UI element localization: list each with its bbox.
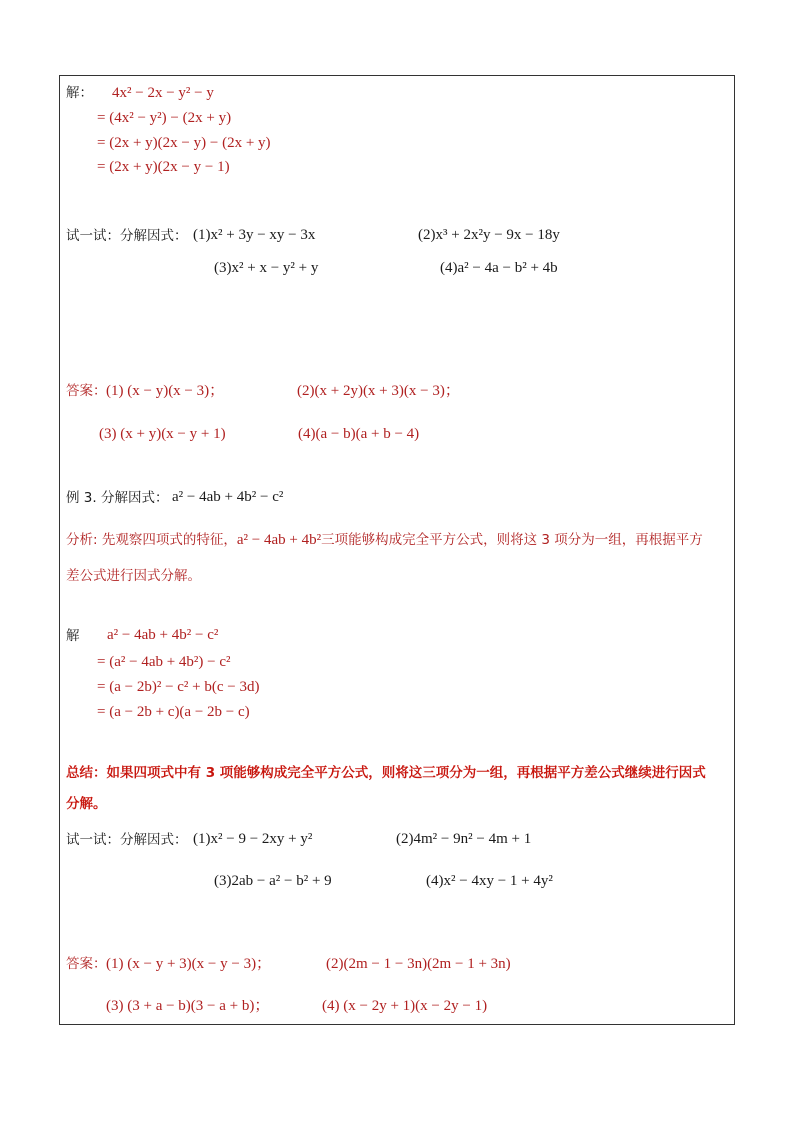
example-label: 例 3. 分解因式：	[66, 490, 169, 506]
problem-1: (1)x² + 3y − xy − 3x	[193, 227, 316, 243]
problem-4: (4)a² − 4a − b² + 4b	[440, 260, 558, 276]
solution-line: = (2x + y)(2x − y) − (2x + y)	[97, 135, 271, 151]
answer-2: (2)(2m − 1 − 3n)(2m − 1 + 3n)	[326, 956, 511, 972]
answer-2: (2)(x + 2y)(x + 3)(x − 3)；	[297, 383, 460, 399]
solution-line: 4x² − 2x − y² − y	[112, 85, 214, 101]
analysis-line-2: 差公式进行因式分解。	[66, 568, 201, 584]
answer-3: (3) (x + y)(x − y + 1)	[99, 426, 226, 442]
solution-label: 解	[66, 628, 80, 644]
solution-line: = (a − 2b + c)(a − 2b − c)	[97, 704, 250, 720]
analysis-expression: a² − 4ab + 4b²	[236, 532, 322, 548]
problem-4: (4)x² − 4xy − 1 + 4y²	[426, 873, 553, 889]
answer-4: (4)(a − b)(a + b − 4)	[298, 426, 420, 442]
solution-line: = (2x + y)(2x − y − 1)	[97, 159, 230, 175]
solution-line: = (a² − 4ab + 4b²) − c²	[97, 654, 231, 670]
analysis-text: 分析: 先观察四项式的特征，	[66, 532, 237, 548]
try-label: 试一试：分解因式：	[66, 832, 188, 848]
analysis-line-1	[66, 531, 703, 549]
solution-line: = (a − 2b)² − c² + b(c − 3d)	[97, 679, 260, 695]
answer-4: (4) (x − 2y + 1)(x − 2y − 1)	[322, 998, 488, 1014]
try-label: 试一试：分解因式：	[66, 228, 188, 244]
problem-3: (3)x² + x − y² + y	[214, 260, 319, 276]
answer-3: (3) (3 + a − b)(3 − a + b)；	[106, 998, 270, 1014]
answer-label: 答案：	[66, 383, 107, 399]
problem-2: (2)4m² − 9n² − 4m + 1	[396, 831, 532, 847]
answer-label: 答案：	[66, 956, 107, 972]
solution-line: = (4x² − y²) − (2x + y)	[97, 110, 232, 126]
summary-line-1: 总结：如果四项式中有 3 项能够构成完全平方公式，则将这三项分为一组，再根据平方差公式继续进行因式	[66, 765, 706, 781]
example-expression: a² − 4ab + 4b² − c²	[172, 489, 284, 505]
problem-3: (3)2ab − a² − b² + 9	[214, 873, 332, 889]
analysis-text: 三项能够构成完全平方公式，则将这 3 项分为一组，再根据平方	[321, 532, 703, 548]
solution-line: a² − 4ab + 4b² − c²	[107, 627, 219, 643]
problem-2: (2)x³ + 2x²y − 9x − 18y	[418, 227, 560, 243]
content-frame	[59, 75, 735, 1025]
solution-label: 解：	[66, 85, 93, 101]
answer-1: (1) (x − y + 3)(x − y − 3)；	[106, 956, 272, 972]
problem-1: (1)x² − 9 − 2xy + y²	[193, 831, 313, 847]
answer-1: (1) (x − y)(x − 3)；	[106, 383, 225, 399]
summary-line-2: 分解。	[66, 796, 107, 812]
